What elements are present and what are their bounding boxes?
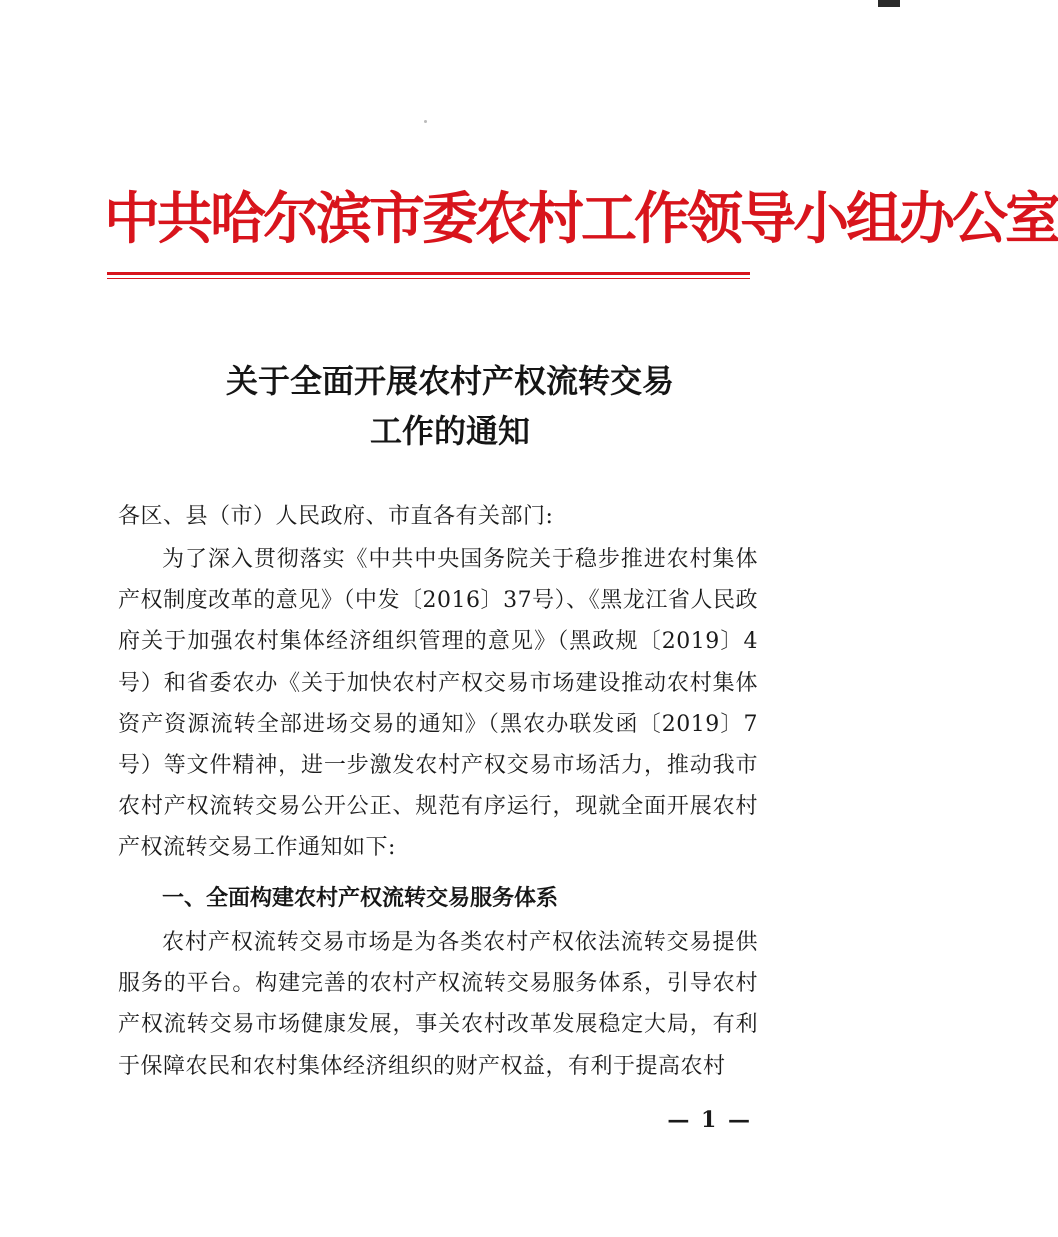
section-heading-1: 一、全面构建农村产权流转交易服务体系 — [162, 886, 559, 911]
paragraph-1: 为了深入贯彻落实《中共中央国务院关于稳步推进农村集体产权制度改革的意见》（中发〔2016〕37号）、《黑龙江省人民政府关于加强农村集体经济组织管理的意见》（黑政规〔2019〕4号）和省委农办《关于加快农村产权交易市场建设推动农村集体资产资源流转全部进场交易的通知》（黑农办联发函〔2019〕7号）等文件精神，进一步激发农村产权交易市场活力，推动我市农村产权流转交易公开公正、规范有序运行，现就全面开展农村产权流转交易工作通知如下: — [118, 547, 758, 861]
corner-mark — [878, 0, 900, 7]
page-number: — 1 — — [667, 1107, 752, 1133]
document-title-line-1: 关于全面开展农村产权流转交易 — [225, 362, 674, 400]
red-rule-thin — [107, 278, 750, 279]
red-rule-thick — [107, 272, 750, 275]
salutation: 各区、县（市）人民政府、市直各有关部门: — [118, 504, 554, 529]
paragraph-2: 农村产权流转交易市场是为各类农村产权依法流转交易提供服务的平台。构建完善的农村产权流转交易服务体系，引导农村产权流转交易市场健康发展，事关农村改革发展稳定大局，有利于保障农民和农村集体经济组织的财产权益，有利于提高农村 — [118, 930, 758, 1079]
scan-speck — [424, 120, 427, 123]
masthead: 中共哈尔滨市委农村工作领导小组办公室 — [104, 187, 1058, 252]
document-title-line-2: 工作的通知 — [369, 412, 530, 450]
